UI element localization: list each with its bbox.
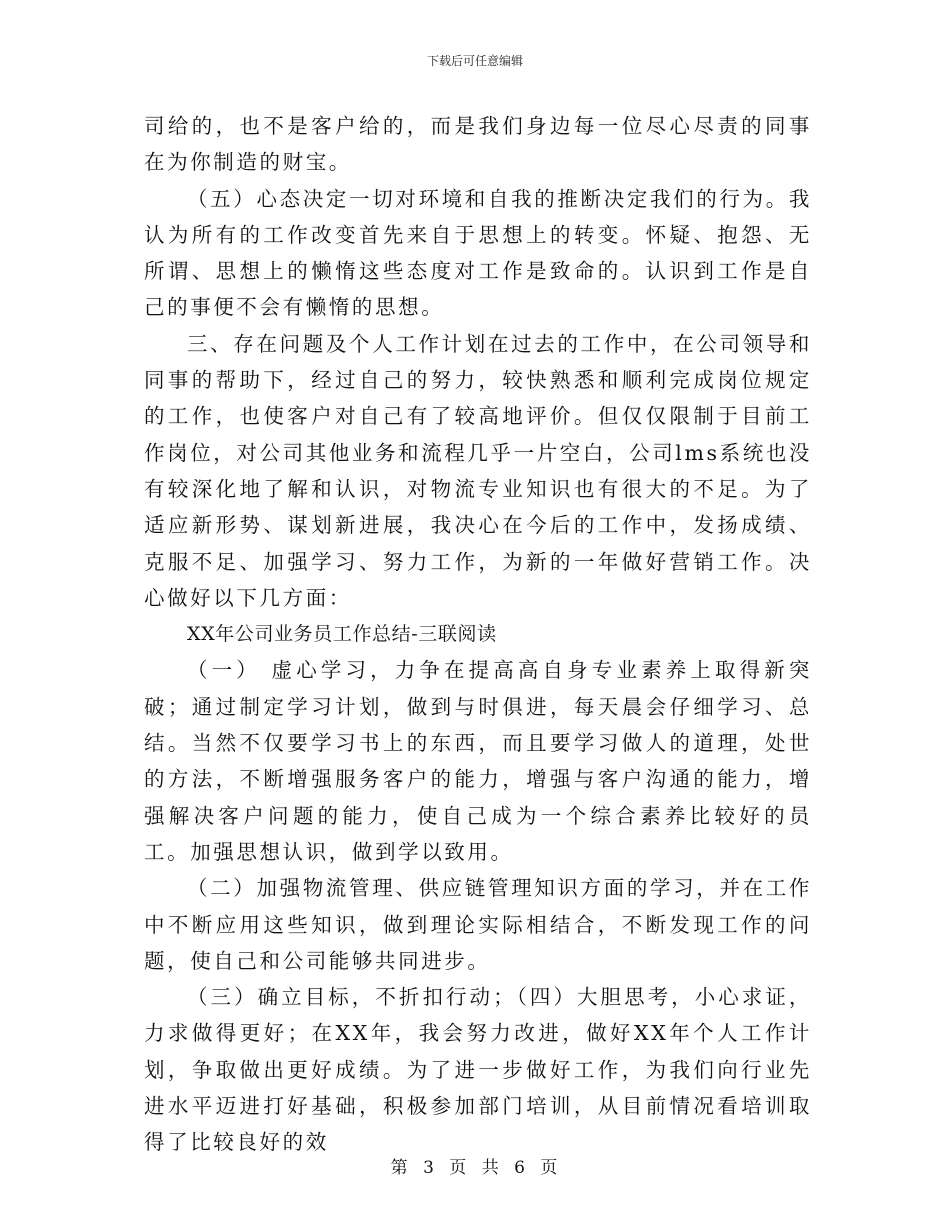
- paragraph-section-five: （五）心态决定一切对环境和自我的推断决定我们的行为。我认为所有的工作改变首先来自于思想上的转变。怀疑、抱怨、无所谓、思想上的懒惰这些态度对工作是致命的。认识到工作是自己的事便不会有懒惰的思想。: [144, 186, 812, 320]
- footer-prefix: 第: [390, 1158, 410, 1178]
- paragraph-item-one: （一） 虚心学习，力争在提高高自身专业素养上取得新突破；通过制定学习计划，做到与时俱进，每天晨会仔细学习、总结。当然不仅要学习书上的东西，而且要学习做人的道理，处世的方法，不断增强服务客户的能力，增强与客户沟通的能力，增强解决客户问题的能力，使自己成为一个综合素养比较好的员工。加强思想认识，做到学以致用。: [144, 658, 812, 864]
- paragraph-item-three-four: （三）确立目标，不折扣行动；（四）大胆思考，小心求证，力求做得更好；在XX年，我会努力改进，做好XX年个人工作计划，争取做出更好成绩。为了进一步做好工作，为我们向行业先进水平迈进打好基础，积极参加部门培训，从目前情况看培训取得了比较良好的效: [144, 985, 812, 1155]
- footer-page-word: 页: [449, 1158, 469, 1178]
- footer-suffix: 页: [540, 1158, 560, 1178]
- header-text: 下载后可任意编辑: [426, 54, 523, 68]
- footer-current-page: 3: [423, 1158, 436, 1178]
- paragraph-continuation: 司给的，也不是客户给的，而是我们身边每一位尽心尽责的同事在为你制造的财宝。: [144, 114, 812, 175]
- footer-total-word: 共: [481, 1158, 501, 1178]
- page-header: [0, 54, 950, 68]
- subheading-title: XX年公司业务员工作总结-三联阅读: [187, 623, 497, 646]
- document-body: [144, 108, 812, 1161]
- footer-total-pages: 6: [514, 1158, 527, 1178]
- paragraph-section-three: 三、存在问题及个人工作计划在过去的工作中，在公司领导和同事的帮助下，经过自己的努力，较快熟悉和顺利完成岗位规定的工作，也使客户对自己有了较高地评价。但仅仅限制于目前工作岗位，对公司其他业务和流程几乎一片空白，公司lms系统也没有较深化地了解和认识，对物流专业知识也有很大的不足。为了适应新形势、谋划新进展，我决心在今后的工作中，发扬成绩、克服不足、加强学习、努力工作，为新的一年做好营销工作。决心做好以下几方面：: [144, 331, 813, 610]
- page-footer: [0, 1158, 950, 1178]
- paragraph-item-two: （二）加强物流管理、供应链管理知识方面的学习，并在工作中不断应用这些知识，做到理论实际相结合，不断发现工作的问题，使自己和公司能够共同进步。: [144, 876, 812, 973]
